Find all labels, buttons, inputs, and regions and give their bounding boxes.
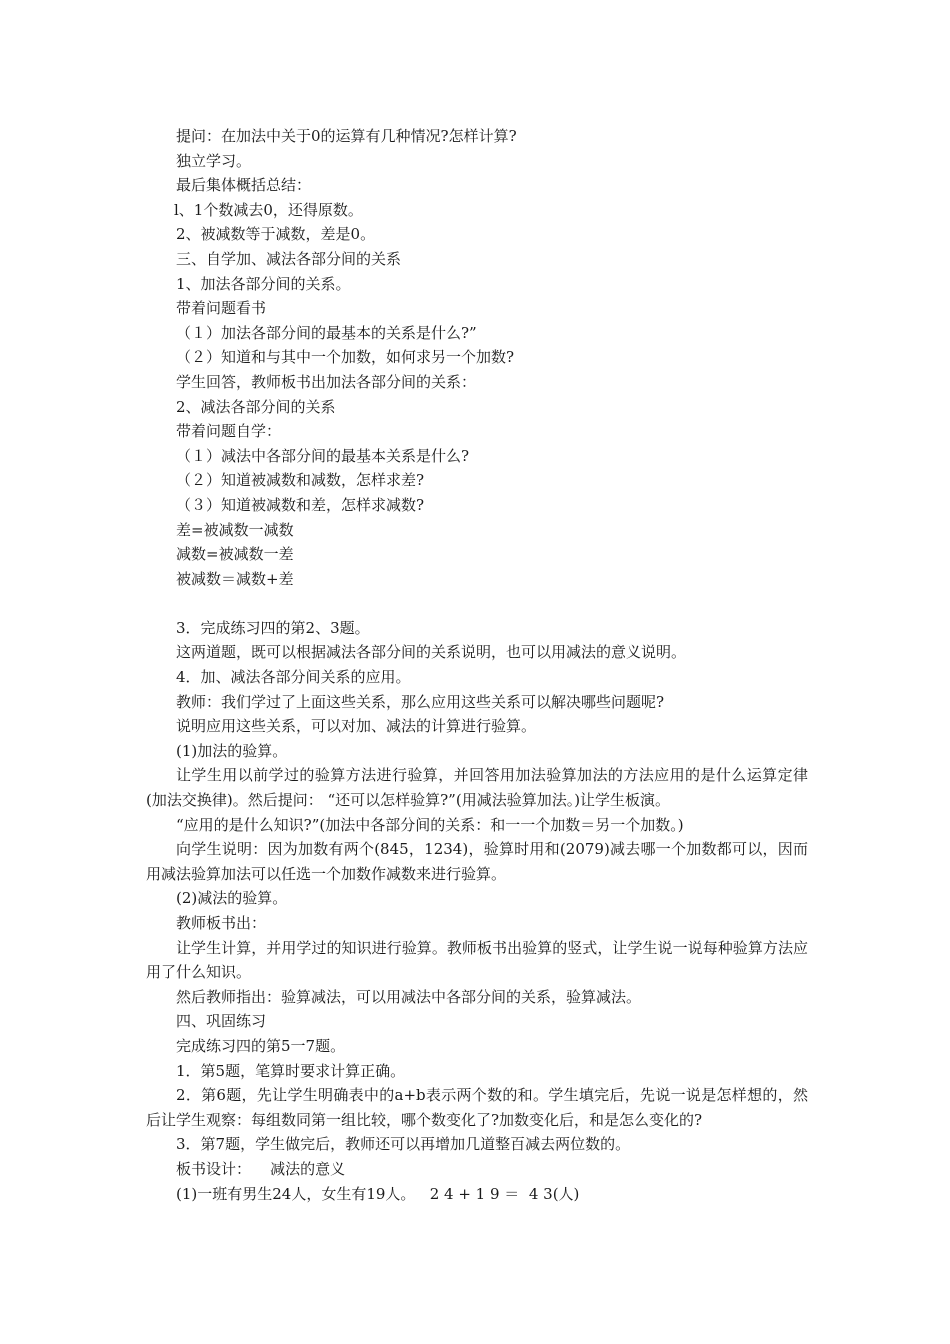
paragraph: 1．第5题，笔算时要求计算正确。 [176,1061,406,1080]
section-heading: 三、自学加、减法各部分间的关系 [176,249,402,268]
paragraph: 4．加、减法各部分间关系的应用。 [176,668,411,687]
paragraph: 带着问题自学： [176,422,282,441]
paragraph: 板书设计： 减法的意义 [176,1159,346,1178]
paragraph: (1)加法的验算。 [176,741,288,760]
paragraph: (2)减法的验算。 [176,889,288,908]
paragraph: 3．第7题，学生做完后，教师还可以再增加几道整百减去两位数的。 [176,1135,631,1154]
paragraph: 让学生用以前学过的验算方法进行验算，并回答用加法验算加法的方法应用的是什么运算定律(加法交换律)。然后提问： “还可以怎样验算?”(用减法验算加法。)让学生板演。 [146,766,808,810]
paragraph: 向学生说明：因为加数有两个(845，1234)，验算时用和(2079)减去哪一个加数都可以，因而用减法验算加法可以任选一个加数作减数来进行验算。 [146,840,808,883]
paragraph: （２）知道和与其中一个加数，如何求另一个加数? [176,348,515,367]
paragraph: 1、加法各部分间的关系。 [176,274,351,293]
formula-line: 被减数＝减数+差 [176,569,294,588]
paragraph: 独立学习。 [176,151,252,170]
paragraph: “应用的是什么知识?”(加法中各部分间的关系：和一一个加数＝另一个加数。) [176,815,684,834]
paragraph: 2、减法各部分间的关系 [176,397,336,416]
paragraph: (1)一班有男生24人，女生有19人。 2 4 + 1 9 ＝ 4 3(人) [176,1184,580,1203]
paragraph: （１）减法中各部分间的最基本关系是什么? [176,446,470,465]
document-body [146,124,808,1206]
paragraph: 最后集体概括总结： [176,176,312,195]
paragraph: 这两道题，既可以根据减法各部分间的关系说明，也可以用减法的意义说明。 [176,643,687,662]
paragraph: （１）加法各部分间的最基本的关系是什么?” [176,323,477,342]
paragraph: （３）知道被减数和差，怎样求减数? [176,495,425,514]
paragraph: 2．第6题，先让学生明确表中的a+b表示两个数的和。学生填完后，先说一说是怎样想的，然后让学生观察：每组数同第一组比较，哪个数变化了?加数变化后，和是怎么变化的? [146,1086,808,1129]
formula-line: 减数=被减数一差 [176,545,294,564]
paragraph: 然后教师指出：验算减法，可以用减法中各部分间的关系，验算减法。 [176,987,642,1006]
paragraph: l、1个数减去0，还得原数。 [174,200,363,219]
paragraph: 教师板书出： [176,914,267,932]
paragraph: 带着问题看书 [176,299,267,318]
paragraph: 提问：在加法中关于0的运算有几种情况?怎样计算? [176,127,517,145]
paragraph: 说明应用这些关系，可以对加、减法的计算进行验算。 [176,717,537,736]
paragraph: 2、被减数等于减数，差是0。 [176,225,376,244]
formula-line: 差=被减数一减数 [176,520,294,539]
paragraph: 让学生计算，并用学过的知识进行验算。教师板书出验算的竖式，让学生说一说每种验算方法应用了什么知识。 [146,938,808,982]
section-heading: 四、巩固练习 [176,1012,267,1031]
paragraph: 教师：我们学过了上面这些关系，那么应用这些关系可以解决哪些问题呢? [176,692,665,711]
paragraph: 3．完成练习四的第2、3题。 [176,618,370,637]
paragraph: （２）知道被减数和减数，怎样求差? [176,471,425,490]
paragraph: 完成练习四的第5一7题。 [176,1036,346,1055]
blank-line [146,591,808,616]
paragraph: 学生回答，教师板书出加法各部分间的关系： [176,372,477,391]
